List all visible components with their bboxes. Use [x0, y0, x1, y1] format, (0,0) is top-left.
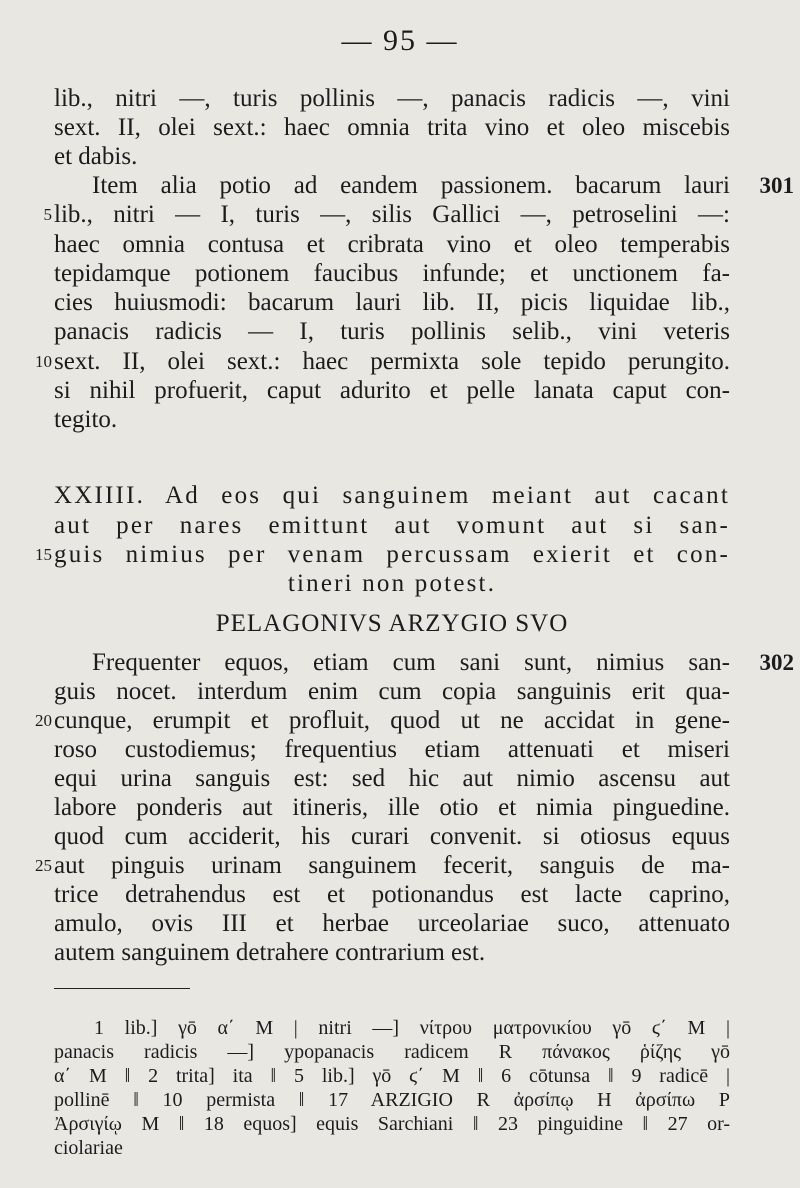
line-number: 20 [35, 711, 52, 730]
text-line: sext. II, olei sext.: haec omnia trita vino et oleo miscebis [54, 114, 730, 141]
text-line: roso custodiemus; frequentius etiam attenuati et miseri [54, 736, 730, 763]
text-line: autem sanguinem detrahere contrarium est. [54, 939, 486, 966]
text-line: lib., nitri — I, turis —, silis Gallici —, petroselini —: [54, 201, 730, 228]
text-line: guis nocet. interdum enim cum copia sanguinis erit qua- [54, 678, 730, 705]
text-line: cies huiusmodi: bacarum lauri lib. II, picis liquidae lib., [54, 289, 730, 316]
text-line: si nihil profuerit, caput adurito et pelle lanata caput con- [54, 377, 730, 404]
text-line: tegito. [54, 406, 118, 433]
text-line: equi urina sanguis est: sed hic aut nimio ascensu aut [54, 765, 730, 792]
page-number: — 95 — [341, 24, 459, 57]
chapter-line: XXIIII. Ad eos qui sanguinem meiant aut cacant [54, 482, 730, 509]
chapter-line: tineri non potest. [287, 570, 497, 597]
line-number: 15 [35, 545, 52, 564]
text-line: Item alia potio ad eandem passionem. bacarum lauri [92, 172, 730, 199]
text-line: sext. II, olei sext.: haec permixta sole tepido perungito. [54, 348, 730, 375]
text-line: cunque, erumpit et profluit, quod ut ne accidat in gene- [54, 707, 730, 734]
text-line: amulo, ovis III et herbae urceolariae suco, attenuato [54, 910, 730, 937]
text-line: Frequenter equos, etiam cum sani sunt, nimius san- [92, 649, 730, 676]
footnote-rule [54, 988, 190, 989]
footnote-line: α΄ M ‖ 2 trita] ita ‖ 5 lib.] γō ϛ΄ M ‖ 6 cōtunsa ‖ 9 radicē | [54, 1065, 730, 1087]
section-heading: PELAGONIVS ARZYGIO SVO [215, 610, 569, 637]
line-number: 10 [35, 352, 52, 371]
text-line: panacis radicis — I, turis pollinis selib., vini veteris [54, 318, 730, 345]
chapter-line: guis nimius per venam percussam exierit et con- [54, 541, 730, 568]
footnote-line: 1 lib.] γō α΄ M | nitri —] νίτρου ματρονικίου γō ϛ΄ M | [94, 1017, 730, 1039]
text-line: aut pinguis urinam sanguinem fecerit, sanguis de ma- [54, 852, 730, 879]
text-line: labore ponderis aut itineris, ille otio et nimia pinguedine. [54, 794, 730, 821]
text-line: quod cum acciderit, his curari convenit. si otiosus equus [54, 823, 730, 850]
chapter-line: aut per nares emittunt aut vomunt aut si san- [54, 512, 730, 539]
text-line: et dabis. [54, 143, 138, 170]
footnote-line: pollinē ‖ 10 permista ‖ 17 ARZIGIO R ἀρσίπῳ H ἀρσίπω P [54, 1089, 730, 1111]
footnote-line: Ἀρσιγίῳ M ‖ 18 equos] equis Sarchiani ‖ 23 pinguidine ‖ 27 or- [54, 1113, 730, 1135]
text-line: trice detrahendus est et potionandus est lacte caprino, [54, 881, 730, 908]
text-line: haec omnia contusa et cribrata vino et oleo temperabis [54, 231, 730, 258]
line-number: 5 [43, 205, 52, 224]
text-line: lib., nitri —, turis pollinis —, panacis radicis —, vini [54, 85, 730, 112]
margin-number: 301 [759, 173, 794, 198]
footnote-line: ciolariae [54, 1137, 123, 1159]
line-number: 25 [35, 856, 52, 875]
margin-number: 302 [759, 650, 794, 675]
footnote-line: panacis radicis —] ypopanacis radicem R πάνακος ῥίζης γō [54, 1041, 730, 1063]
text-line: tepidamque potionem faucibus infunde; et unctionem fa- [54, 260, 730, 287]
